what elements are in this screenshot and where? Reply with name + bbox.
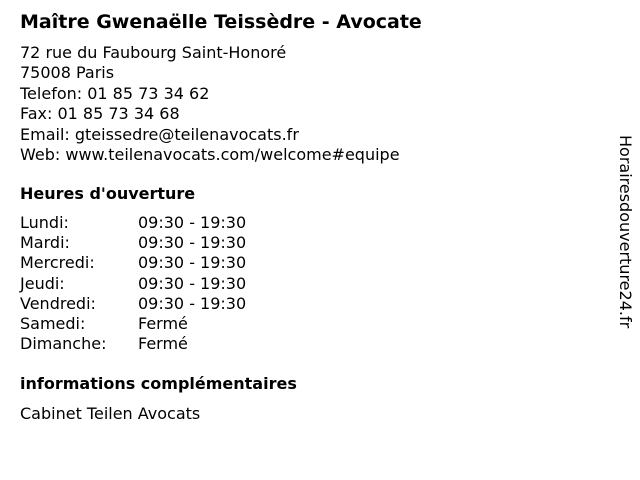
day-hours: 09:30 - 19:30 <box>138 273 247 293</box>
day-hours: Fermé <box>138 313 188 333</box>
hours-row-monday <box>20 213 246 233</box>
day-label: Samedi: <box>20 313 86 333</box>
site-watermark: Horairesdouverture24.fr <box>616 135 635 329</box>
additional-info-heading: informations complémentaires <box>20 374 297 393</box>
day-label: Vendredi: <box>20 293 96 313</box>
day-hours: 09:30 - 19:30 <box>138 213 247 232</box>
day-hours: 09:30 - 19:30 <box>138 233 247 253</box>
address-city: 75008 Paris <box>20 63 115 83</box>
day-label: Mardi: <box>20 233 70 253</box>
day-label: Dimanche: <box>20 334 107 354</box>
address-street: 72 rue du Faubourg Saint-Honoré <box>20 43 287 62</box>
hours-row-saturday <box>20 314 246 334</box>
additional-info-text: Cabinet Teilen Avocats <box>20 404 201 423</box>
day-hours: 09:30 - 19:30 <box>138 253 247 273</box>
day-label: Lundi: <box>20 213 69 232</box>
opening-hours-heading: Heures d'ouverture <box>20 184 196 203</box>
contact-block <box>20 43 400 165</box>
hours-row-sunday <box>20 334 246 354</box>
page-title: Maître Gwenaëlle Teissèdre - Avocate <box>20 11 422 33</box>
fax-number: Fax: 01 85 73 34 68 <box>20 104 180 124</box>
hours-row-tuesday <box>20 233 246 253</box>
opening-hours-list <box>20 213 246 354</box>
hours-row-wednesday <box>20 253 246 273</box>
phone-number: Telefon: 01 85 73 34 62 <box>20 83 210 103</box>
day-label: Mercredi: <box>20 253 95 273</box>
hours-row-thursday <box>20 274 246 294</box>
day-hours: Fermé <box>138 334 188 354</box>
day-label: Jeudi: <box>20 273 65 293</box>
website-url: Web: www.teilenavocats.com/welcome#equipe <box>20 145 400 165</box>
email-address: Email: gteissedre@teilenavocats.fr <box>20 124 299 144</box>
hours-row-friday <box>20 294 246 314</box>
day-hours: 09:30 - 19:30 <box>138 293 247 313</box>
